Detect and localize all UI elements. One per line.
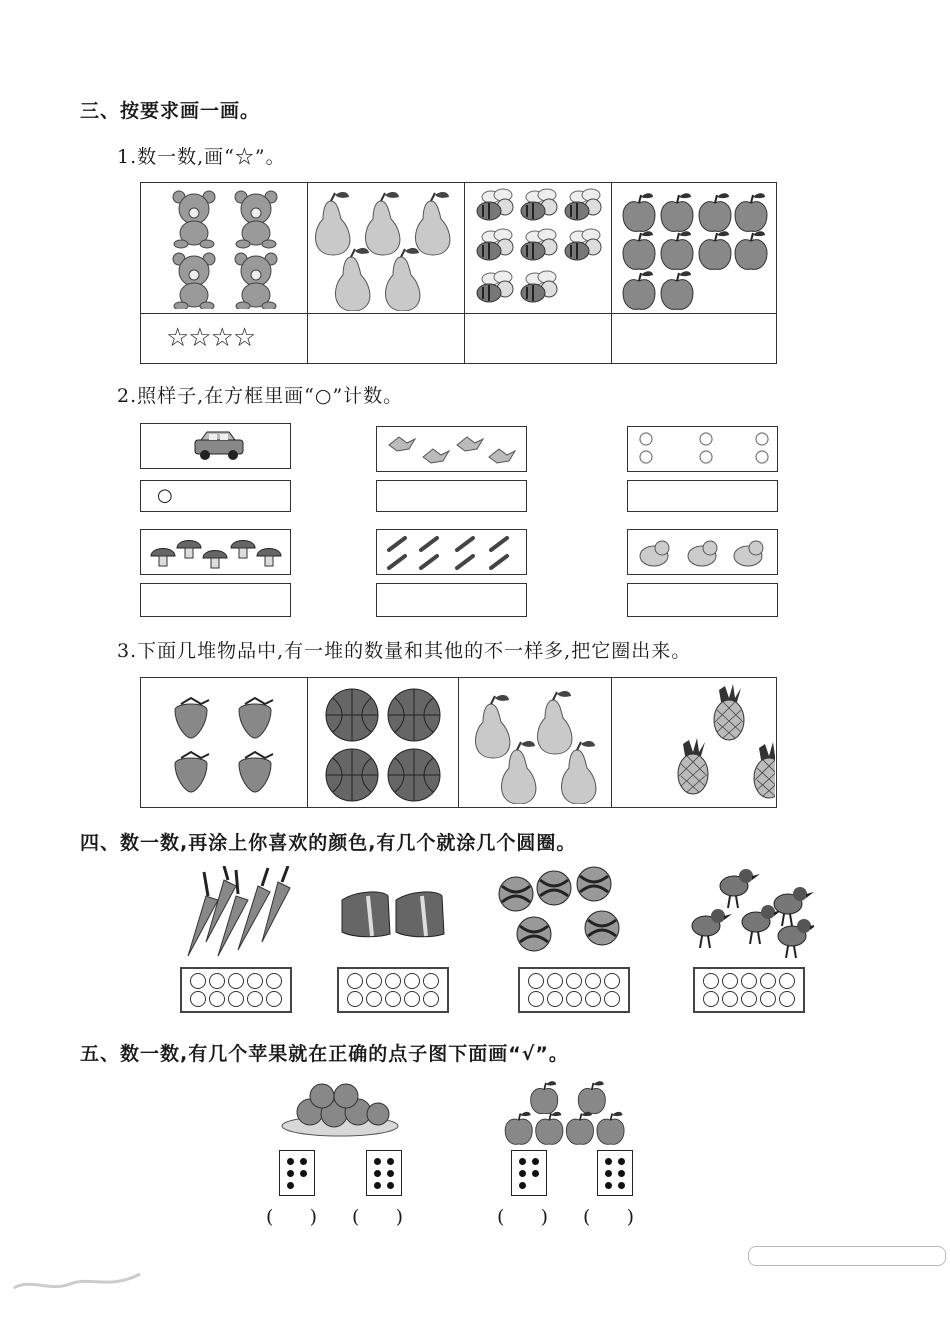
q1-table bbox=[140, 182, 777, 364]
birds-box bbox=[376, 426, 527, 472]
answer-paren-3[interactable]: ( ) bbox=[497, 1206, 549, 1228]
teddy-bears-image bbox=[161, 189, 291, 309]
example-stars: ☆☆☆☆ bbox=[166, 323, 256, 353]
chicks-answer-box[interactable] bbox=[627, 583, 778, 617]
bees-image bbox=[471, 187, 611, 311]
pencils-answer-box[interactable] bbox=[376, 583, 527, 617]
basketballs-image[interactable] bbox=[323, 684, 447, 804]
chicks-box bbox=[627, 529, 778, 575]
flowers-answer-box[interactable] bbox=[627, 480, 778, 512]
birds-flock-image bbox=[684, 868, 814, 960]
mushrooms-box bbox=[140, 529, 291, 575]
chicks-icon bbox=[636, 536, 772, 570]
mushrooms-icon bbox=[147, 532, 287, 572]
circle-grid-erasers[interactable] bbox=[337, 967, 449, 1013]
section-5-title: 五、数一数,有几个苹果就在正确的点子图下面画“√”。 bbox=[80, 1043, 569, 1065]
birds-icon bbox=[385, 431, 521, 469]
example-circle: ○ bbox=[157, 485, 173, 506]
pears-pile-image[interactable] bbox=[467, 686, 607, 804]
mushrooms-answer-box[interactable] bbox=[140, 583, 291, 617]
section-3-title: 三、按要求画一画。 bbox=[80, 100, 261, 122]
answer-paren-4[interactable]: ( ) bbox=[583, 1206, 635, 1228]
dot-card-3 bbox=[511, 1150, 547, 1196]
footer-decoration-icon bbox=[10, 1268, 160, 1298]
q3-table bbox=[140, 677, 777, 808]
car-box bbox=[140, 423, 291, 469]
circle-grid-balls[interactable] bbox=[518, 967, 630, 1013]
apples-image bbox=[619, 187, 774, 311]
erasers-image bbox=[338, 886, 448, 946]
answer-paren-1[interactable]: ( ) bbox=[266, 1206, 318, 1228]
pencils-icon bbox=[385, 534, 521, 572]
flowers-box bbox=[627, 426, 778, 472]
dot-card-1 bbox=[279, 1150, 315, 1196]
section-4-title: 四、数一数,再涂上你喜欢的颜色,有几个就涂几个圆圈。 bbox=[80, 832, 577, 854]
dot-card-2 bbox=[366, 1150, 402, 1196]
circle-grid-carrots[interactable] bbox=[180, 967, 292, 1013]
car-icon bbox=[191, 430, 247, 462]
pears-image bbox=[311, 187, 461, 311]
q2-title: 2.照样子,在方框里画“○”计数。 bbox=[117, 385, 404, 407]
balls-image bbox=[496, 866, 626, 958]
carrots-image bbox=[178, 866, 298, 958]
apples-plate-image bbox=[278, 1076, 402, 1138]
circle-grid-birds[interactable] bbox=[693, 967, 805, 1013]
footer-tab bbox=[748, 1246, 946, 1266]
pineapples-image[interactable] bbox=[641, 684, 775, 804]
car-answer-box[interactable] bbox=[140, 480, 291, 512]
dot-card-4 bbox=[597, 1150, 633, 1196]
answer-paren-2[interactable]: ( ) bbox=[352, 1206, 404, 1228]
birds-answer-box[interactable] bbox=[376, 480, 527, 512]
flowers-icon bbox=[636, 429, 772, 471]
strawberries-image[interactable] bbox=[165, 692, 295, 796]
pencils-box bbox=[376, 529, 527, 575]
q3-title: 3.下面几堆物品中,有一堆的数量和其他的不一样多,把它圈出来。 bbox=[117, 640, 692, 662]
q1-title: 1.数一数,画“☆”。 bbox=[117, 146, 286, 168]
apples-pyramid-image bbox=[500, 1076, 640, 1146]
